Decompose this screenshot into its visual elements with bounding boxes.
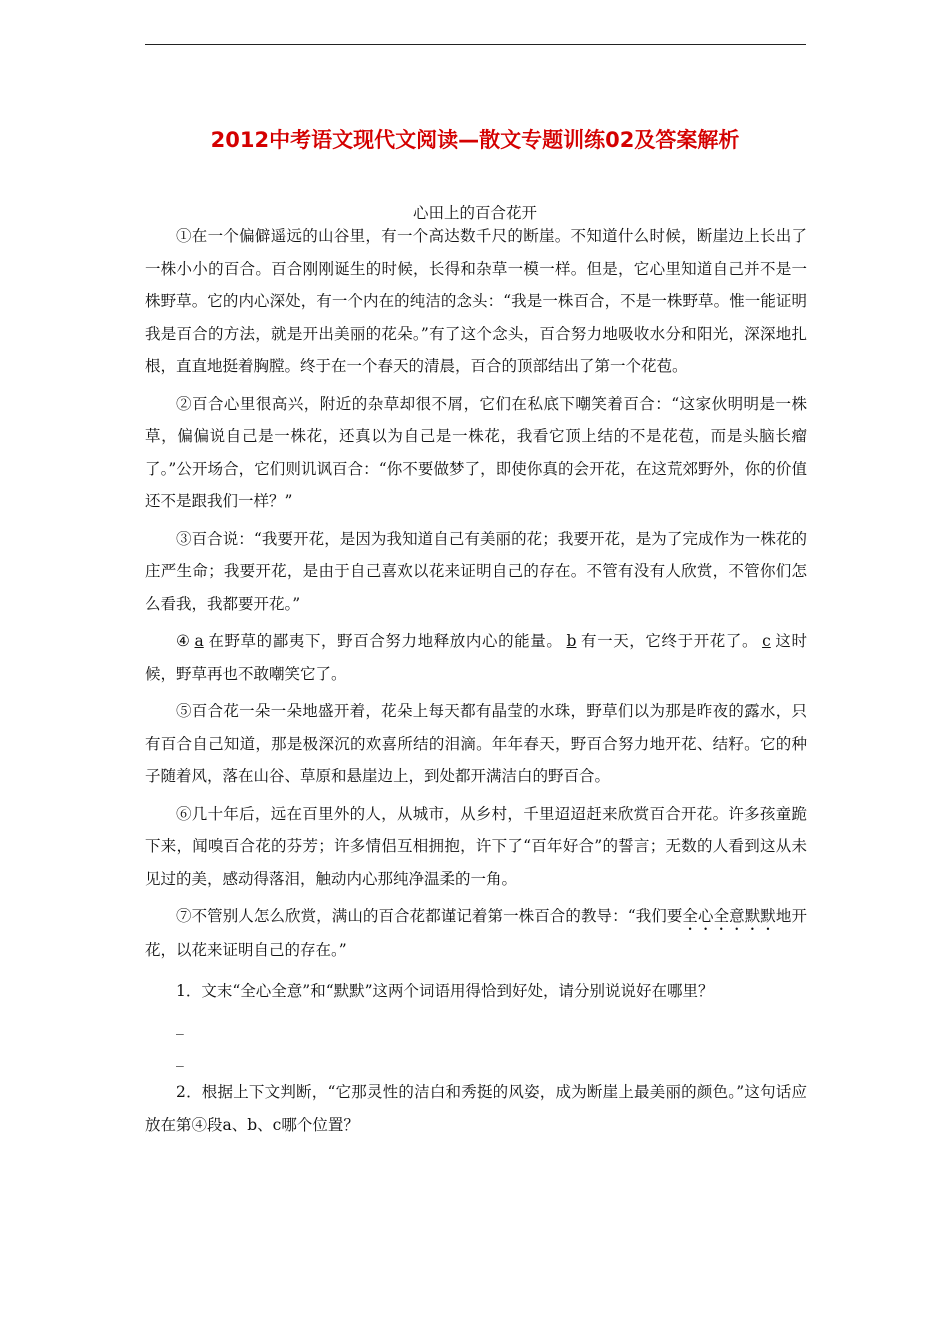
answer-line-1: _ bbox=[176, 1017, 184, 1035]
article-body bbox=[145, 220, 807, 1146]
paragraph-7 bbox=[145, 900, 807, 967]
paragraph-6: ⑥几十年后，远在百里外的人，从城市，从乡村，千里迢迢赶来欣赏百合开花。许多孩童跪下来，闻嗅百合花的芬芳；许多情侣互相拥抱，许下了“百年好合”的誓言；无数的人看到这从未见过的美，感动得落泪，触动内心那纯净温柔的一角。 bbox=[145, 804, 807, 888]
question-1: 1．文末“全心全意”和“默默”这两个词语用得恰到好处，请分别说说好在哪里？ bbox=[176, 981, 714, 1000]
emphasis-quanxinquanyi: 全心全意 bbox=[682, 907, 745, 925]
blank-c: c bbox=[762, 632, 771, 650]
paragraph-4-number: ④ bbox=[176, 632, 191, 650]
paragraph-4-text-3: 这时候，野草再也不敢嘲笑它了。 bbox=[145, 632, 807, 683]
paragraph-4-text-2: 有一天，它终于开花了。 bbox=[580, 632, 759, 650]
paragraph-5: ⑤百合花一朵一朵地盛开着，花朵上每天都有晶莹的水珠，野草们以为那是昨夜的露水，只有百合自己知道，那是极深沉的欢喜所结的泪滴。年年春天，野百合努力地开花、结籽。它的种子随着风，落在山谷、草原和悬崖边上，到处都开满洁白的野百合。 bbox=[145, 702, 807, 785]
paragraph-1: ①在一个偏僻遥远的山谷里，有一个高达数千尺的断崖。不知道什么时候，断崖边上长出了一株小小的百合。百合刚刚诞生的时候，长得和杂草一模一样。但是，它心里知道自己并不是一株野草。它的内心深处，有一个内在的纯洁的念头：“我是一株百合，不是一株野草。惟一能证明我是百合的方法，就是开出美丽的花朵。”有了这个念头，百合努力地吸收水分和阳光，深深地扎根，直直地挺着胸膛。终于在一个春天的清晨，百合的顶部结出了第一个花苞。 bbox=[145, 227, 807, 375]
header-rule bbox=[145, 44, 806, 45]
article-title: 心田上的百合花开 bbox=[412, 204, 537, 222]
paragraph-7-text-2: 地开花，以花来证明自己的存在。” bbox=[145, 907, 807, 959]
emphasis-momo: 默默 bbox=[744, 907, 776, 925]
blank-a: a bbox=[194, 632, 204, 650]
answer-line-2: _ bbox=[176, 1049, 184, 1067]
document-title: 2012中考语文现代文阅读—散文专题训练02及答案解析 bbox=[210, 128, 740, 152]
blank-b: b bbox=[566, 632, 577, 650]
paragraph-2: ②百合心里很高兴，附近的杂草却很不屑，它们在私底下嘲笑着百合：“这家伙明明是一株草，偏偏说自己是一株花，还真以为自己是一株花，我看它顶上结的不是花苞，而是头脑长瘤了。”公开场合，它们则讥讽百合：“你不要做梦了，即使你真的会开花，在这荒郊野外，你的价值还不是跟我们一样？” bbox=[145, 394, 807, 510]
question-2: 2．根据上下文判断，“它那灵性的洁白和秀挺的风姿，成为断崖上最美丽的颜色。”这句话应放在第④段a、b、c哪个位置？ bbox=[145, 1083, 807, 1134]
paragraph-4 bbox=[145, 625, 807, 690]
paragraph-7-text-1: ⑦不管别人怎么欣赏，满山的百合花都谨记着第一株百合的教导：“我们要 bbox=[176, 907, 683, 925]
paragraph-3: ③百合说：“我要开花，是因为我知道自己有美丽的花；我要开花，是为了完成作为一株花的庄严生命；我要开花，是由于自己喜欢以花来证明自己的存在。不管有没有人欣赏，不管你们怎么看我，我都要开花。” bbox=[145, 529, 807, 613]
paragraph-4-text-1: 在野草的鄙夷下，野百合努力地释放内心的能量。 bbox=[207, 632, 563, 650]
